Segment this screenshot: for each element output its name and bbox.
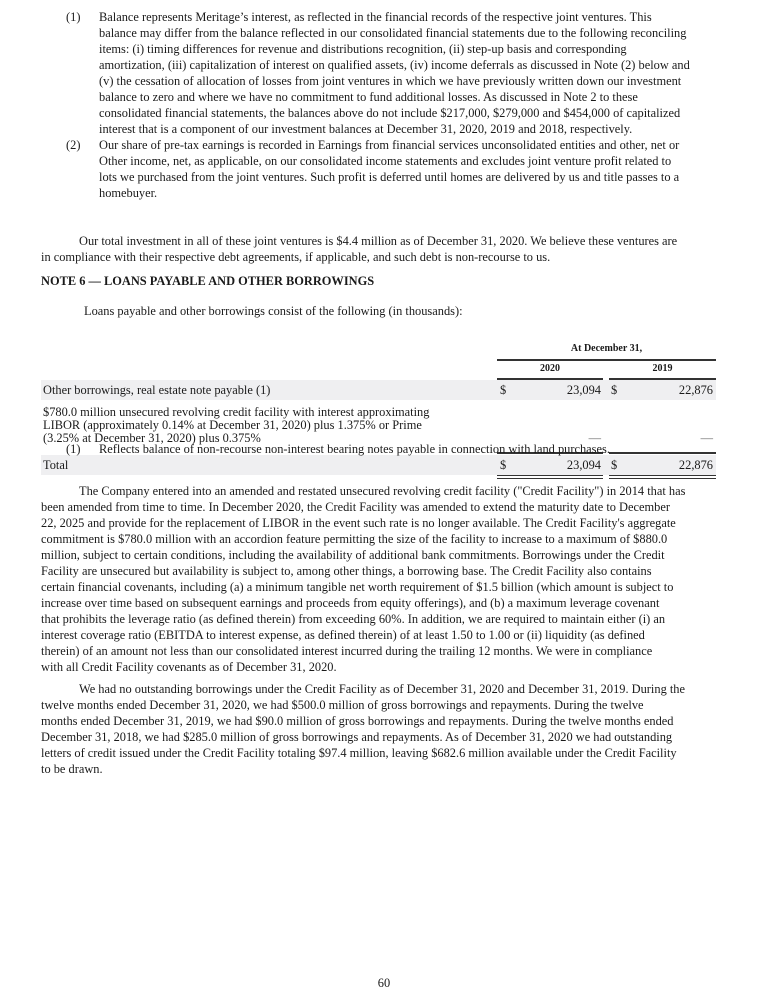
column-group-header: At December 31, bbox=[570, 343, 643, 354]
text-line: million, subject to certain conditions, including the availability of additional bank commitments. Borrowings under the Credit bbox=[41, 548, 665, 562]
footnote-number: (1) bbox=[66, 10, 81, 24]
paragraph-credit-facility bbox=[41, 483, 716, 675]
text-line: Balance represents Meritage’s interest, as reflected in the financial records of the respective joint ventures. This bbox=[99, 10, 652, 24]
text-line: that prohibits the leverage ratio (as defined therein) from exceeding 60%. In addition, we are required to maintain either (i) an bbox=[41, 612, 666, 626]
text-line: items: (i) timing differences for revenue and distributions recognition, (ii) step-up basis and corresponding bbox=[99, 42, 627, 56]
table-row-total bbox=[41, 455, 716, 475]
value-2020: 23,094 bbox=[566, 458, 601, 472]
text-line: balance may differ from the balance reflected in our consolidated financial statements due to the following reconciling bbox=[99, 26, 687, 40]
text-line: (v) the cessation of allocation of losses from joint ventures in which we have previously written down our investment bbox=[99, 74, 682, 88]
table-intro: Loans payable and other borrowings consist of the following (in thousands): bbox=[84, 304, 463, 318]
table-footnote bbox=[66, 441, 716, 457]
text-line: with all Credit Facility covenants as of December 31, 2020. bbox=[41, 660, 337, 674]
text-line: letters of credit issued under the Credit Facility totaling $97.4 million, leaving $682.6 million available under the Credit Facility bbox=[41, 746, 677, 760]
footnote-text bbox=[99, 9, 716, 137]
value-2020: — bbox=[588, 431, 601, 445]
text-line: LIBOR (approximately 0.14% at December 31, 2020) plus 1.375% or Prime bbox=[43, 418, 422, 432]
total-double-rule-2019 bbox=[609, 475, 716, 479]
text-line: interest coverage ratio (EBITDA to interest expense, as defined therein) of at least 1.50 to 1.00 or (ii) liquidity (as defined bbox=[41, 628, 645, 642]
text-line: interest that is a component of our investment balances at December 31, 2020, 2019 and 2018, respectively. bbox=[99, 122, 633, 136]
footnote-number: (2) bbox=[66, 138, 81, 152]
note-heading: NOTE 6 — LOANS PAYABLE AND OTHER BORROWINGS bbox=[41, 274, 375, 288]
text-line: certain financial covenants, including (a) a minimum tangible net worth requirement of $1.5 billion (which amount is subject to bbox=[41, 580, 674, 594]
column-header-2020: 2020 bbox=[540, 363, 560, 374]
value-2019: 22,876 bbox=[678, 458, 713, 472]
footnote-1 bbox=[66, 9, 716, 137]
text-line: We had no outstanding borrowings under the Credit Facility as of December 31, 2020 and December 31, 2019. During the bbox=[79, 682, 685, 696]
paragraph-investment bbox=[41, 233, 716, 265]
total-double-rule-2020 bbox=[497, 475, 603, 479]
header-rule bbox=[497, 359, 716, 361]
footnote-text bbox=[99, 137, 716, 201]
footnote-text: Reflects balance of non-recourse non-interest bearing notes payable in connection with land purchases. bbox=[99, 442, 610, 456]
paragraph-borrowings bbox=[41, 681, 716, 777]
text-line: therein) of an amount not less than our consolidated interest incurred during the trailing 12 months. We were in compliance bbox=[41, 644, 653, 658]
footnote-number: (1) bbox=[66, 442, 81, 456]
currency-symbol: $ bbox=[611, 458, 618, 472]
text-line: increase over time based on subsequent earnings and proceeds from equity offerings), and (b) a maximum leverage covenant bbox=[41, 596, 660, 610]
text-line: Facility are unsecured but availability is subject to, among other things, a borrowing base. The Credit Facility also contains bbox=[41, 564, 652, 578]
value-2019: — bbox=[700, 431, 713, 445]
text-line: in compliance with their respective debt agreements, if applicable, and such debt is non-recourse to us. bbox=[41, 250, 551, 264]
text-line: $780.0 million unsecured revolving credit facility with interest approximating bbox=[43, 405, 430, 419]
text-line: lots we purchased from the joint ventures. Such profit is deferred until homes are delivered by us and title passes to a bbox=[99, 170, 680, 184]
row-label: Total bbox=[43, 458, 69, 472]
text-line: December 31, 2018, we had $285.0 million of gross borrowings and repayments. As of December 31, 2020 we had outstanding bbox=[41, 730, 673, 744]
text-line: amortization, (iii) capitalization of interest on qualified assets, (iv) income deferrals as discussed in Note (2) below and bbox=[99, 58, 690, 72]
text-line: Other income, net, as applicable, on our consolidated income statements and excludes joint venture profit related to bbox=[99, 154, 672, 168]
text-line: to be drawn. bbox=[41, 762, 103, 776]
currency-symbol: $ bbox=[611, 383, 618, 397]
page-number: 60 bbox=[377, 976, 391, 990]
value-2019: 22,876 bbox=[678, 383, 713, 397]
text-line: twelve months ended December 31, 2020, we had $500.0 million of gross borrowings and repayments. During the twelve bbox=[41, 698, 644, 712]
currency-symbol: $ bbox=[500, 383, 507, 397]
text-line: balance to zero and where we have no commitment to fund additional losses. As discussed in Note 2 to these bbox=[99, 90, 638, 104]
text-line: been amended from time to time. In December 2020, the Credit Facility was amended to extend the maturity date to December bbox=[41, 500, 670, 514]
table-row bbox=[41, 380, 716, 400]
text-line: consolidated financial statements, the balances above do not include $217,000, $279,000 and $454,000 of capitalized bbox=[99, 106, 681, 120]
text-line: months ended December 31, 2019, we had $90.0 million of gross borrowings and repayments. During the twelve months ended bbox=[41, 714, 674, 728]
currency-symbol: $ bbox=[500, 458, 507, 472]
column-header-2019: 2019 bbox=[652, 363, 673, 374]
text-line: 22, 2025 and provide for the replacement of LIBOR in the event such rate is no longer available. The Credit Facility's aggregate bbox=[41, 516, 676, 530]
text-line: (3.25% at December 31, 2020) plus 0.375% bbox=[43, 431, 261, 445]
footnote-2 bbox=[66, 137, 716, 201]
text-line: homebuyer. bbox=[99, 186, 158, 200]
text-line: Our total investment in all of these joint ventures is $4.4 million as of December 31, 2020. We believe these ventures are bbox=[79, 234, 678, 248]
text-line: The Company entered into an amended and restated unsecured revolving credit facility ("Credit Facility") in 2014 that has bbox=[79, 484, 686, 498]
value-2020: 23,094 bbox=[566, 383, 601, 397]
row-label: Other borrowings, real estate note payable (1) bbox=[43, 383, 271, 397]
row-label bbox=[43, 406, 429, 445]
text-line: Our share of pre-tax earnings is recorded in Earnings from financial services unconsolidated entities and other, net or bbox=[99, 138, 680, 152]
text-line: commitment is $780.0 million with an accordion feature permitting the size of the facility to increase to a maximum of $880.0 bbox=[41, 532, 668, 546]
